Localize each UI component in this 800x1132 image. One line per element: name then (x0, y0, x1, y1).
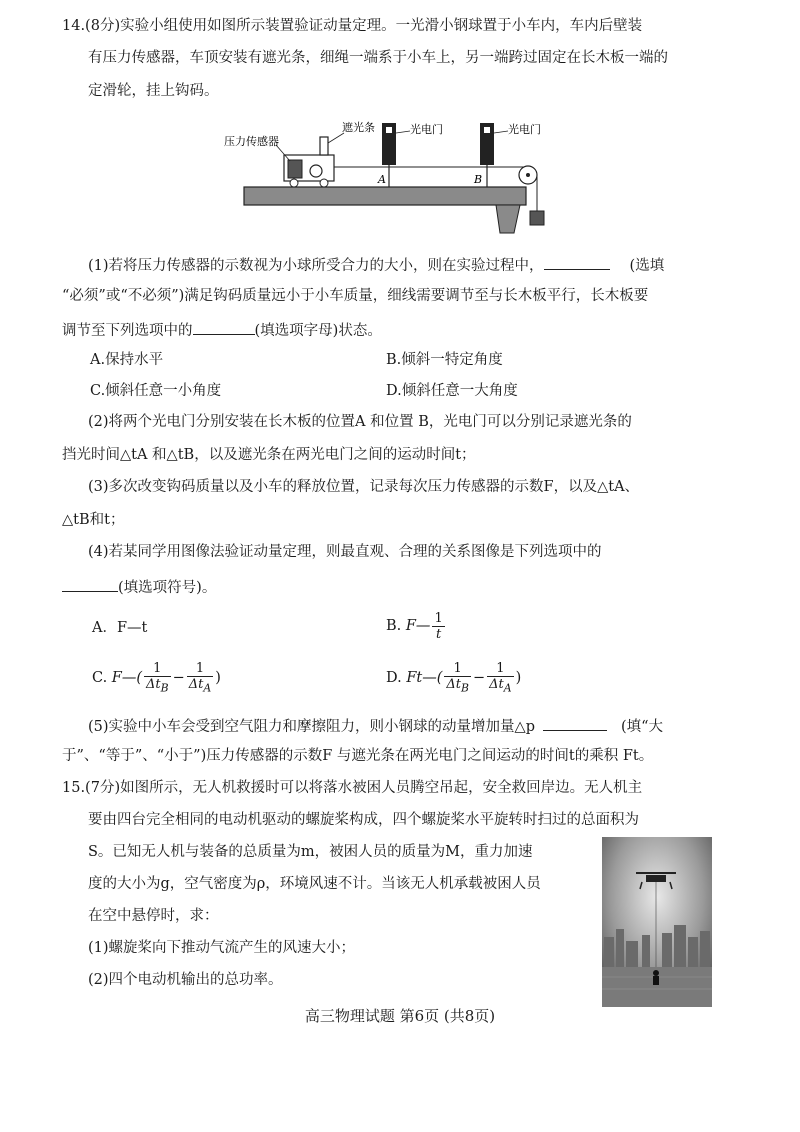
p5-line-1-text: (5)实验中小车会受到空气阻力和摩擦阻力，则小钢球的动量增加量△p (88, 719, 535, 735)
graph-option-b-label: B. (386, 618, 402, 634)
q15-line-5: 在空中悬停时，求： (88, 908, 219, 924)
q15-line-1: 15.(7分)如图所示，无人机救援时可以将落水被困人员腾空吊起，安全救回岸边。无人机主 (62, 780, 643, 796)
label-photogate-b: 光电门 (508, 123, 541, 136)
label-photogate-a: 光电门 (410, 123, 443, 136)
graph-option-b (386, 606, 447, 646)
drone-rescue-photo (602, 837, 712, 1007)
page-footer: 高三物理试题 第6页 (共8页) (304, 1007, 496, 1025)
fraction-1-over-dtb: $\frac{1}{\Delta t_B}$ (146, 660, 169, 695)
long-board (244, 187, 526, 205)
p1-line-3 (62, 318, 382, 341)
q14-line-1: 14.(8分)实验小组使用如图所示装置验证动量定理。一光滑小钢球置于小车内，车内后壁装 (62, 18, 643, 34)
fraction-1-over-dta: $\frac{1}{\Delta t_A}$ (188, 660, 212, 695)
p1-line-2: “必须”或“不必须”)满足钩码质量远小于小车质量，细线需要调节至与长木板平行，长木板要 (62, 288, 649, 304)
graph-option-c-formula: F—( (111, 670, 143, 686)
fraction-d-1-over-dtb: $\frac{1}{\Delta t_B}$ (446, 660, 469, 695)
label-shading-strip: 遮光条 (342, 121, 375, 134)
q15-line-2: 要由四台完全相同的电动机驱动的螺旋桨构成，四个螺旋桨水平旋转时扫过的总面积为 (88, 812, 639, 828)
p2-line-1: (2)将两个光电门分别安装在长木板的位置A 和位置 B，光电门可以分别记录遮光条的 (88, 414, 632, 430)
p1-line-3-tail: (填选项字母)状态。 (254, 323, 382, 339)
answer-blank-3[interactable] (62, 575, 118, 592)
p1-line-1-text: (1)若将压力传感器的示数视为小球所受合力的大小，则在实验过程中， (88, 258, 544, 274)
graph-option-b-formula: F— (405, 618, 431, 634)
fraction-d-1-over-dta: $\frac{1}{\Delta t_A}$ (489, 660, 512, 695)
q14-line-2: 有压力传感器，车顶安装有遮光条，细绳一端系于小车上，另一端跨过固定在长木板一端的 (88, 50, 668, 66)
answer-blank-4[interactable] (543, 714, 607, 731)
label-pressure-sensor: 压力传感器 (224, 135, 279, 148)
p4-line-2 (62, 575, 216, 598)
p5-line-1 (88, 714, 663, 737)
q15-line-6: (1)螺旋桨向下推动气流产生的风速大小； (88, 940, 356, 956)
q15-line-4: 度的大小为g，空气密度为ρ，环境风速不计。当该无人机承载被困人员 (88, 876, 541, 892)
q15-line-7: (2)四个电动机输出的总功率。 (88, 972, 283, 988)
graph-option-d: D. Ft—( $\frac{1}{\Delta t_B}$ − $\frac{1}{\Delta t_A}$ ) (386, 660, 522, 695)
label-position-b: B (474, 173, 483, 186)
option-a: A.保持水平 (90, 352, 164, 368)
p1-line-3-text: 调节至下列选项中的 (62, 323, 193, 339)
p3-line-1: (3)多次改变钩码质量以及小车的释放位置，记录每次压力传感器的示数F，以及△tA、 (88, 479, 640, 495)
person-icon (653, 970, 659, 985)
p2-line-2: 挡光时间△tA 和△tB，以及遮光条在两光电门之间的运动时间t； (62, 447, 476, 463)
shading-strip (320, 137, 328, 155)
graph-option-c-label: C. (92, 670, 108, 686)
pressure-sensor-block (288, 160, 302, 178)
p4-line-1: (4)若某同学用图像法验证动量定理，则最直观、合理的关系图像是下列选项中的 (88, 544, 602, 560)
p4-line-2-text: (填选项符号)。 (118, 580, 217, 596)
apparatus-figure (224, 115, 554, 235)
p1-line-1 (88, 253, 664, 276)
q14-line-3: 定滑轮，挂上钩码。 (88, 83, 219, 99)
hook-weight (530, 211, 544, 225)
steel-ball (310, 165, 322, 177)
p1-line-1-tail: (选填 (629, 258, 665, 274)
answer-blank-2[interactable] (193, 318, 255, 335)
label-position-a: A (378, 173, 386, 186)
p5-line-2: 于”、“等于”、“小于”)压力传感器的示数F 与遮光条在两光电门之间运动的时间t的乘积 Ft。 (62, 748, 654, 764)
p5-line-1-tail: (填“大 (620, 719, 664, 735)
option-c: C.倾斜任意一小角度 (90, 383, 222, 399)
option-b: B.倾斜一特定角度 (386, 352, 503, 368)
q15-line-3: S。已知无人机与装备的总质量为m，被困人员的质量为M，重力加速 (88, 844, 533, 860)
fraction-1-over-t: $\frac{1}{t}$ (434, 610, 443, 642)
answer-blank-1[interactable] (544, 253, 610, 270)
graph-option-d-label: D. (386, 670, 402, 686)
graph-option-d-formula: Ft—( (406, 670, 443, 686)
p3-line-2: △tB和t； (62, 512, 125, 528)
option-d: D.倾斜任意一大角度 (386, 383, 518, 399)
graph-option-a: A．F—t (92, 620, 148, 636)
graph-option-c: C. F—( $\frac{1}{\Delta t_B}$ − $\frac{1}{\Delta t_A}$ ) (92, 660, 221, 695)
